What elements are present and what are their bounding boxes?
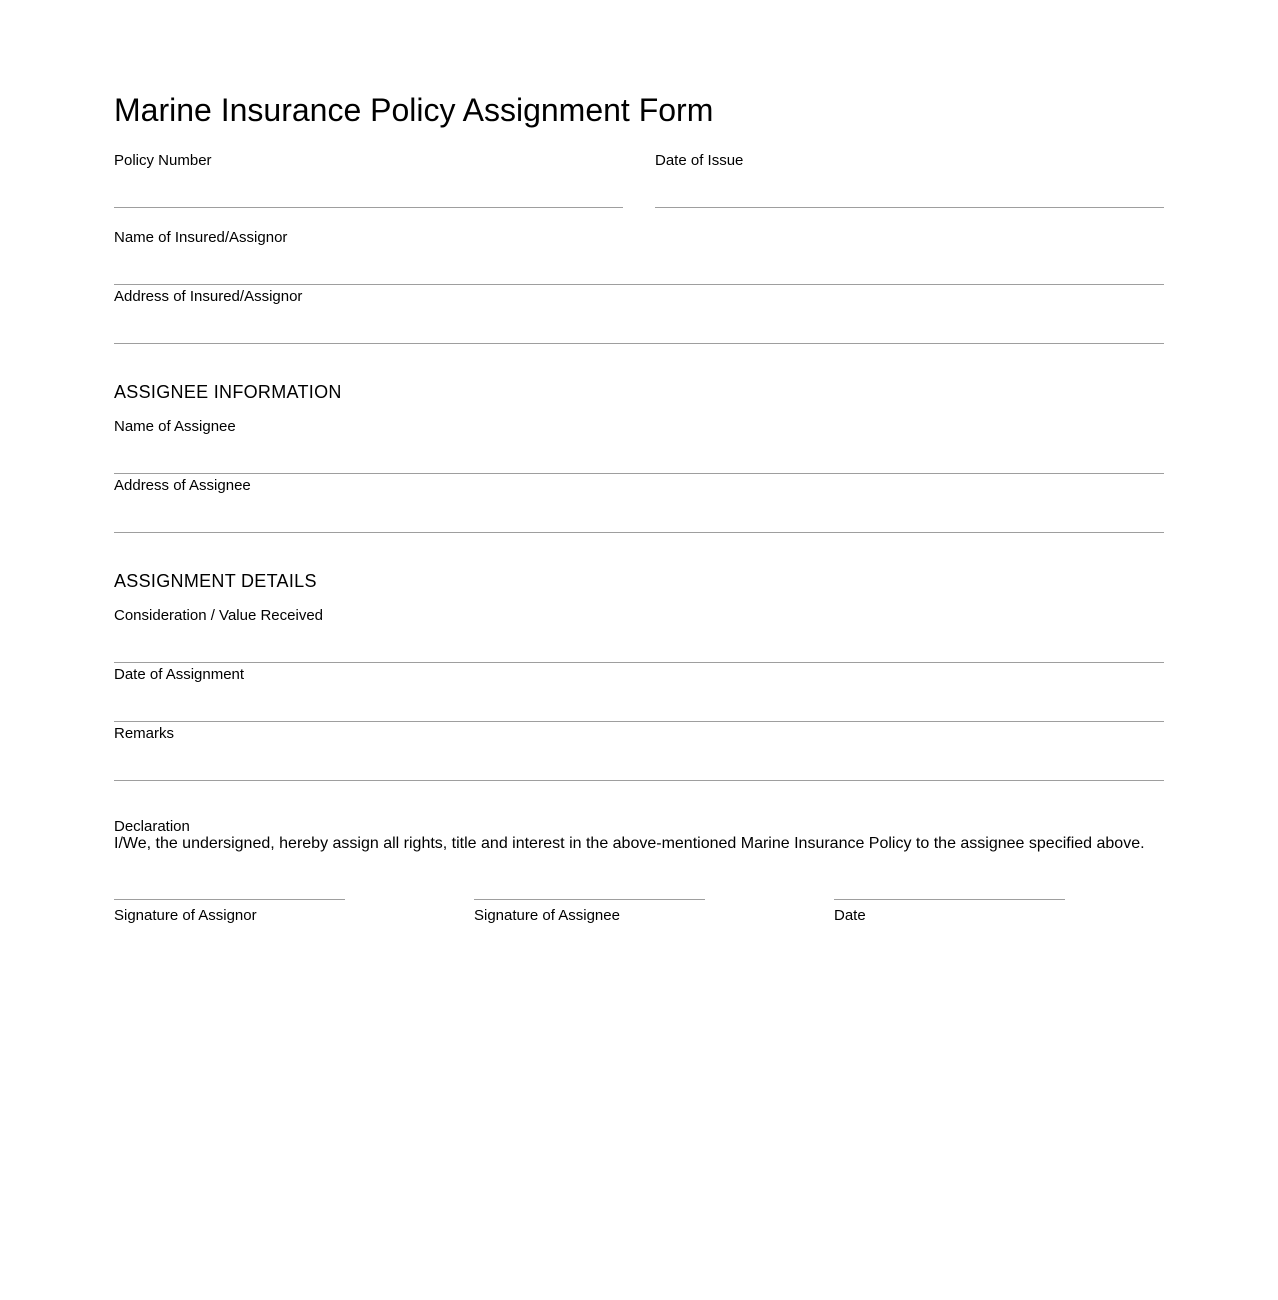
signature-date-line[interactable] xyxy=(834,899,1065,900)
assignment-section-heading: ASSIGNMENT DETAILS xyxy=(114,571,317,591)
assignee-address-input[interactable] xyxy=(114,509,1164,533)
consideration-input[interactable] xyxy=(114,639,1164,663)
remarks-input[interactable] xyxy=(114,757,1164,781)
date-of-issue-label: Date of Issue xyxy=(655,152,744,169)
assignee-section-heading: ASSIGNEE INFORMATION xyxy=(114,382,342,402)
assignment-date-label: Date of Assignment xyxy=(114,666,245,683)
declaration-text: I/We, the undersigned, hereby assign all rights, title and interest in the above-mentioned Marine Insurance Policy to the assignee specified above. xyxy=(114,835,1145,852)
assignee-name-input[interactable] xyxy=(114,450,1164,474)
form-title: Marine Insurance Policy Assignment Form xyxy=(114,92,714,128)
assignment-date-input[interactable] xyxy=(114,698,1164,722)
assignee-signature-line[interactable] xyxy=(474,899,705,900)
date-of-issue-input[interactable] xyxy=(655,184,1164,208)
assignor-signature-label: Signature of Assignor xyxy=(114,907,257,924)
declaration-label: Declaration xyxy=(114,818,190,835)
policy-number-label: Policy Number xyxy=(114,152,212,169)
consideration-label: Consideration / Value Received xyxy=(114,607,324,624)
assignee-name-label: Name of Assignee xyxy=(114,418,236,435)
signature-date-label: Date xyxy=(834,907,866,924)
policy-number-input[interactable] xyxy=(114,184,623,208)
insured-name-input[interactable] xyxy=(114,261,1164,285)
insured-address-input[interactable] xyxy=(114,320,1164,344)
insured-address-label: Address of Insured/Assignor xyxy=(114,288,303,305)
assignee-signature-label: Signature of Assignee xyxy=(474,907,620,924)
declaration xyxy=(114,818,1145,853)
assignee-address-label: Address of Assignee xyxy=(114,477,251,494)
assignor-signature-line[interactable] xyxy=(114,899,345,900)
insured-name-label: Name of Insured/Assignor xyxy=(114,229,288,246)
remarks-label: Remarks xyxy=(114,725,175,742)
